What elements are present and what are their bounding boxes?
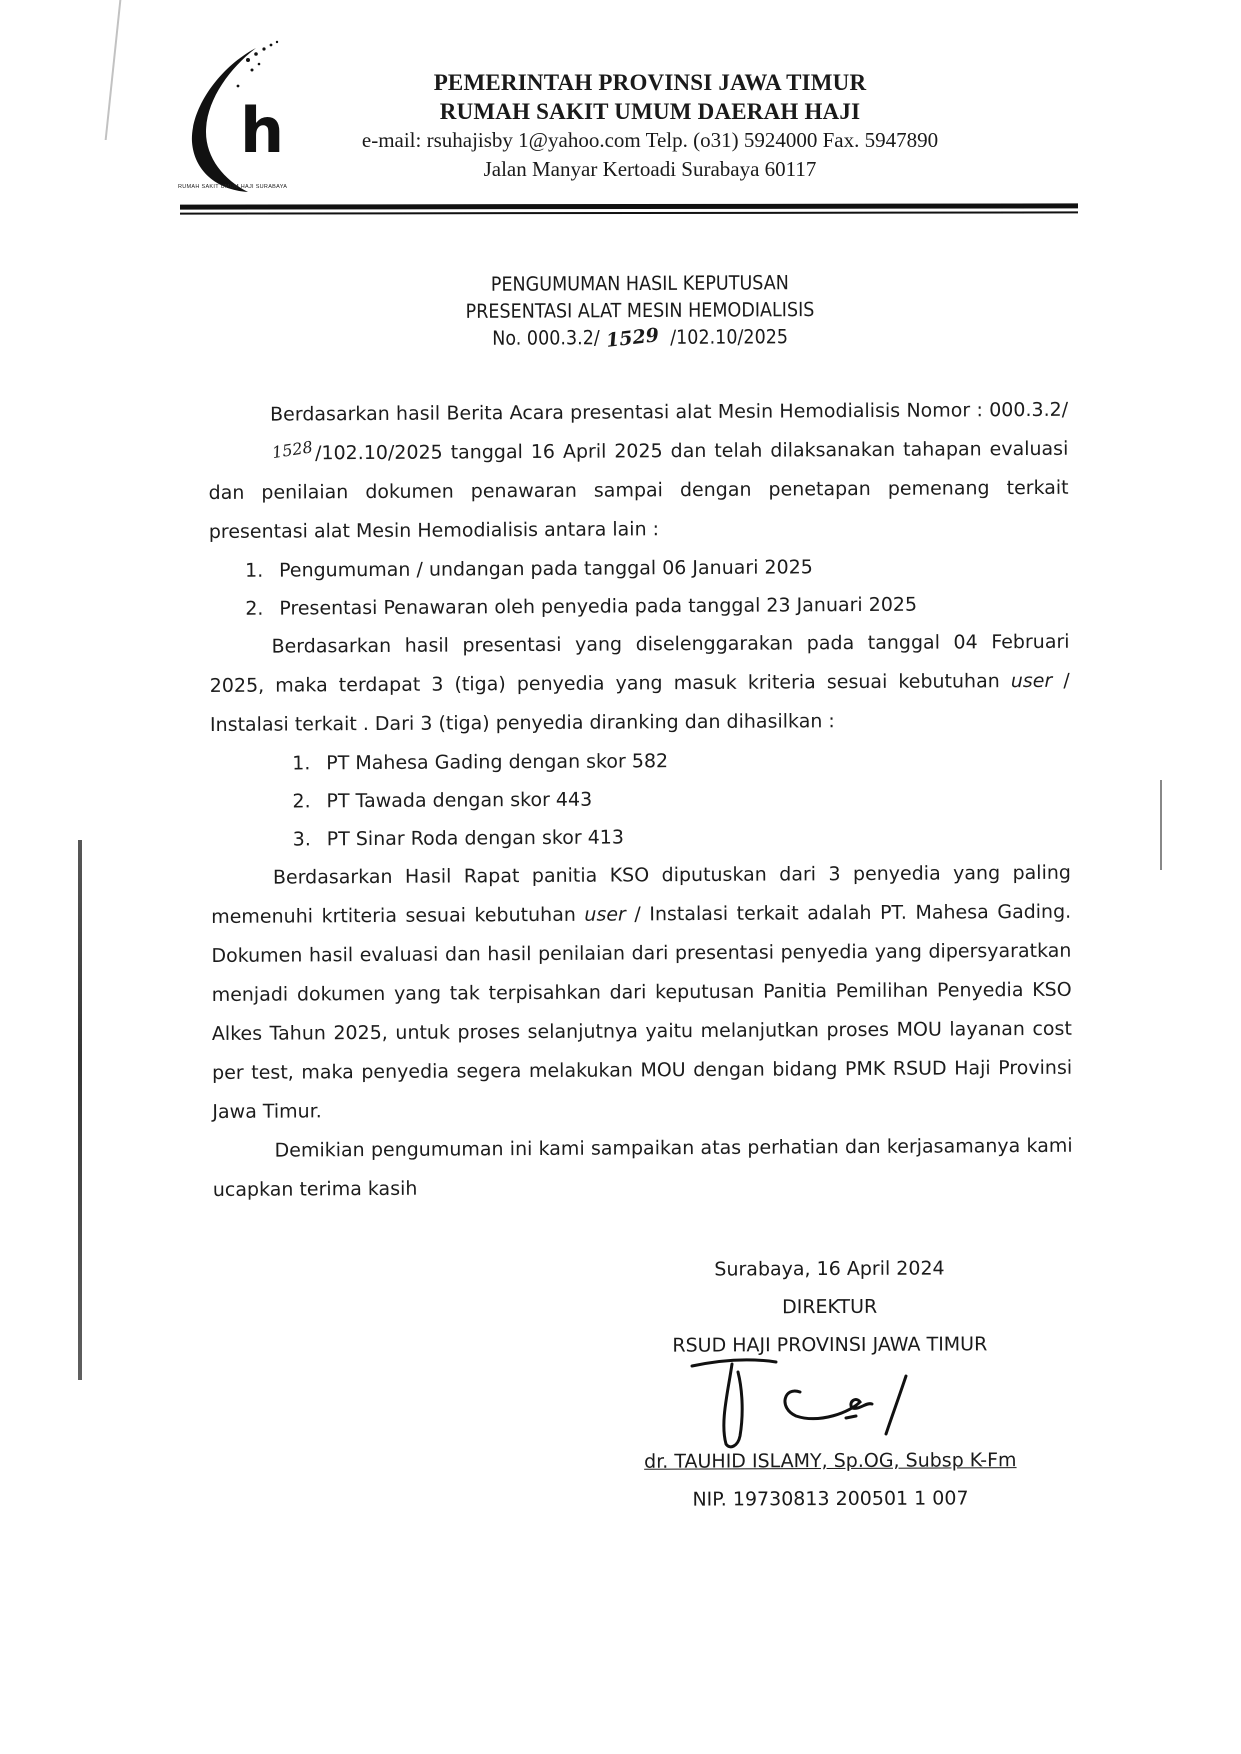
- paragraph-presentation-b: / Instalasi terkait . Dari 3 (tiga) penyedia diranking dan dihasilkan :: [209, 669, 1070, 736]
- handwritten-number: 1529: [604, 324, 660, 352]
- list-text: PT Tawada dengan skor 443: [326, 788, 593, 813]
- list-item: [245, 547, 1069, 590]
- signer-nip: NIP. 19730813 200501 1 007: [692, 1487, 969, 1511]
- hospital-logo: [178, 30, 318, 198]
- list-item: [292, 778, 1070, 821]
- paragraph-decision: [211, 854, 1073, 1132]
- document-title: [340, 268, 940, 353]
- paragraph-intro-a: Berdasarkan hasil Berita Acara presentasi alat Mesin Hemodialisis Nomor : 000.3.2/: [270, 398, 1069, 426]
- list-text: Pengumuman / undangan pada tanggal 06 Januari 2025: [279, 556, 813, 582]
- paragraph-intro-b: /102.10/2025 tanggal 16 April 2025 dan telah dilaksanakan tahapan evaluasi dan penilaian dokumen penawaran sampai dengan penetapan pemenang terkait presentasi alat Mesin Hemodialisis antara lain :: [208, 437, 1069, 543]
- signer-name: dr. TAUHID ISLAMY, Sp.OG, Subsp K-Fm: [644, 1449, 1017, 1473]
- paragraph-presentation-a: Berdasarkan hasil presentasi yang diselenggarakan pada tanggal 04 Februari 2025, maka terdapat 3 (tiga) penyedia yang masuk kriteria sesuai kebutuhan: [209, 630, 1070, 697]
- letterhead-contact: e-mail: rsuhajisby 1@yahoo.com Telp. (o31) 5924000 Fax. 5947890: [361, 128, 939, 152]
- scan-edge-shadow: [78, 840, 82, 1380]
- logo-caption: RUMAH SAKIT UMUM HAJI SURABAYA: [178, 184, 288, 190]
- scan-edge-shadow: [105, 0, 162, 140]
- paragraph-decision-b: / Instalasi terkait adalah PT. Mahesa Gading. Dokumen hasil evaluasi dan hasil penilaian dari presentasi penyedia yang dipersyaratkan menjadi dokumen yang tak terpisahkan dari keputusan Panitia Pemilihan Penyedia KSO Alkes Tahun 2025, untuk proses selanjutnya yaitu melanjutkan proses MOU layanan cost per test, maka penyedia segera melakukan MOU dengan bidang PMK RSUD Haji Provinsi Jawa Timur.: [211, 900, 1073, 1123]
- document-body: [208, 391, 1073, 1210]
- list-number: 1.: [292, 752, 311, 775]
- list-item: [292, 740, 1070, 783]
- ranking-list: [210, 740, 1071, 859]
- title-line-2: PRESENTASI ALAT MESIN HEMODIALISIS: [465, 298, 815, 323]
- list-number: 3.: [292, 828, 311, 851]
- letterhead: [320, 68, 980, 184]
- list-text: PT Sinar Roda dengan skor 413: [326, 826, 625, 851]
- list-item: [293, 816, 1071, 859]
- list-number: 2.: [245, 597, 264, 620]
- number-prefix: No. 000.3.2/: [492, 326, 600, 350]
- user-word: user: [1010, 669, 1053, 693]
- handwritten-number: 1528: [270, 437, 314, 463]
- list-number: 1.: [245, 559, 264, 582]
- list-text: Presentasi Penawaran oleh penyedia pada tanggal 23 Januari 2025: [279, 593, 918, 620]
- place-date: Surabaya, 16 April 2024: [714, 1257, 945, 1281]
- scan-edge-mark: [1160, 780, 1162, 870]
- list-text: PT Mahesa Gading dengan skor 582: [326, 750, 669, 775]
- signer-institution: RSUD HAJI PROVINSI JAWA TIMUR: [672, 1333, 988, 1357]
- paragraph-decision-a: Berdasarkan Hasil Rapat panitia KSO diputuskan dari 3 penyedia yang paling memenuhi krtiteria sesuai kebutuhan: [211, 861, 1071, 928]
- paragraph-intro: [208, 391, 1069, 552]
- letterhead-hospital: RUMAH SAKIT UMUM DAERAH HAJI: [439, 99, 861, 124]
- letterhead-rule: [180, 203, 1078, 209]
- letterhead-address: Jalan Manyar Kertoadi Surabaya 60117: [483, 157, 817, 181]
- signer-position: DIREKTUR: [782, 1295, 878, 1319]
- letterhead-rule-thin: [180, 211, 1078, 214]
- logo-letter: h: [240, 94, 285, 167]
- paragraph-closing: Demikian pengumuman ini kami sampaikan atas perhatian dan kerjasamanya kami ucapkan terima kasih: [212, 1134, 1073, 1201]
- handwritten-signature: [680, 1352, 940, 1452]
- stages-list: [209, 547, 1069, 628]
- list-item: [245, 585, 1069, 628]
- paragraph-presentation: [209, 623, 1070, 745]
- number-suffix: /102.10/2025: [664, 325, 789, 349]
- document-number: [340, 322, 940, 353]
- list-number: 2.: [292, 790, 311, 813]
- user-word: user: [584, 903, 626, 926]
- letterhead-government: PEMERINTAH PROVINSI JAWA TIMUR: [433, 70, 867, 95]
- title-line-1: PENGUMUMAN HASIL KEPUTUSAN: [490, 271, 789, 296]
